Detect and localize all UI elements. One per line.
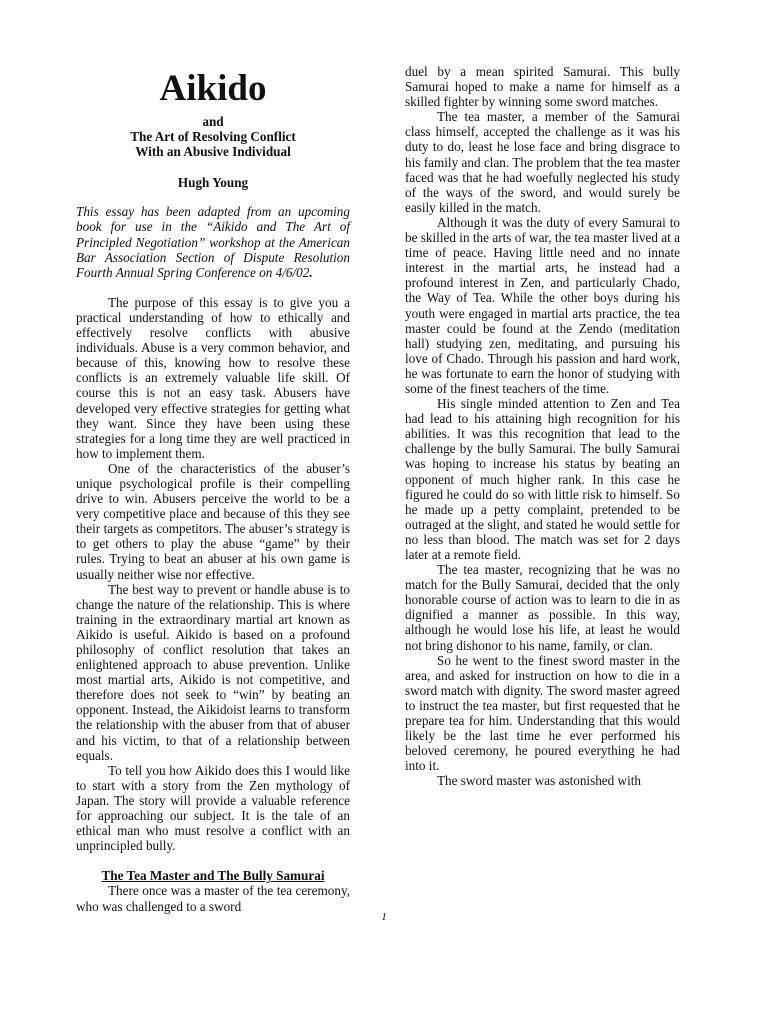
subtitle-line-2: With an Abusive Individual bbox=[135, 144, 291, 160]
document-title: Aikido bbox=[159, 68, 267, 109]
abstract-text: This essay has been adapted from an upcoming book for use in the “Aikido and The Art of Principled Negotiation” workshop at the American Bar Association Section of Dispute Resolution Fourth Annual Spring Conference on 4/6/02 bbox=[76, 204, 350, 280]
story-continuation: duel by a mean spirited Samurai. This bully Samurai hoped to make a name for himself as a skilled fighter by winning some sword matches. bbox=[405, 64, 680, 110]
section-heading: The Tea Master and The Bully Samurai bbox=[101, 868, 325, 884]
story-paragraph-3: Although it was the duty of every Samurai to be skilled in the arts of war, the tea master lived at a time of peace. Having little need and no innate interest in the martial arts, he instead had a profound interest in Zen, and particularly Chado, the Way of Tea. While the other boys during his youth were engaged in martial arts practice, the tea master could be found at the Zendo (meditation hall) studying zen, meditating, and pursuing his love of Chado. Through his passion and hard work, he was fortunate to earn the honor of studying with some of the finest teachers of the time. bbox=[405, 214, 680, 396]
author-name: Hugh Young bbox=[177, 175, 249, 191]
story-paragraph-2: The tea master, a member of the Samurai class himself, accepted the challenge as it was his duty to do, least he lose face and bring disgrace to his family and clan. The problem that the tea master faced was that he had woefully neglected his study of the ways of the sword, and would surely be easily killed in the match. bbox=[405, 109, 680, 215]
intro-paragraph-3: The best way to prevent or handle abuse is to change the nature of the relationship. This is where training in the extraordinary martial art known as Aikido is useful. Aikido is based on a profound philosophy of conflict resolution that takes an enlightened approach to abuse prevention. Unlike most martial arts, Aikido is not competitive, and therefore does not seek to “win” by beating an opponent. Instead, the Aikidoist learns to transform the relationship with the abuser from that of abuser and his victim, to that of a relationship between equals. bbox=[76, 581, 350, 763]
right-column bbox=[405, 64, 680, 789]
story-paragraph-5: The tea master, recognizing that he was no match for the Bully Samurai, decided that the only honorable course of action was to learn to die in as dignified a manner as possible. In this way, although he would lose his life, at least he would not bring dishonor to his name, family, or clan. bbox=[405, 562, 680, 653]
story-paragraph-start: There once was a master of the tea ceremony, who was challenged to a sword bbox=[76, 883, 350, 914]
subtitle-and: and bbox=[202, 114, 224, 129]
abstract-end: . bbox=[309, 264, 313, 280]
story-paragraph-4: His single minded attention to Zen and Tea had lead to his attaining high recognition for his abilities. It was this recognition that lead to the challenge by the bully Samurai. The bully Samurai was hoping to increase his status by beating an opponent of much higher rank. In this case he figured he could do so with little risk to himself. So he made up a petty complaint, pretended to be outraged at the slight, and stated he would settle for no less than blood. The match was set for 2 days later at a remote field. bbox=[405, 396, 680, 562]
intro-paragraph-2: One of the characteristics of the abuser’s unique psychological profile is their compelling drive to win. Abusers perceive the world to be a very competitive place and because of this they see their targets as competitors. The abuser’s strategy is to get others to play the abuse “game” by their rules. Trying to beat an abuser at his own game is usually neither wise nor effective. bbox=[76, 460, 350, 582]
story-paragraph-7: The sword master was astonished with bbox=[437, 773, 642, 789]
intro-paragraph-1: The purpose of this essay is to give you a practical understanding of how to ethically and effectively resolve conflicts with abusive individuals. Abuse is a very common behavior, and because of this, knowing how to resolve these conflicts is an extremely valuable life skill. Of course this is not an easy task. Abusers have developed very effective strategies for getting what they want. Since they have been using these strategies for a long time they are well practiced in how to implement them. bbox=[76, 294, 350, 461]
abstract bbox=[76, 204, 350, 279]
page-number: 1 bbox=[381, 911, 387, 923]
story-paragraph-6: So he went to the finest sword master in the area, and asked for instruction on how to die in a sword match with dignity. The sword master agreed to instruct the tea master, but first requested that he prepare tea for him. Understanding that this would likely be the last time he ever performed his beloved ceremony, he poured everything he had into it. bbox=[405, 652, 680, 774]
left-column bbox=[76, 64, 350, 914]
subtitle-line-1: The Art of Resolving Conflict bbox=[130, 129, 296, 145]
intro-paragraph-4: To tell you how Aikido does this I would like to start with a story from the Zen mythology of Japan. The story will provide a valuable reference for approaching our subject. It is the tale of an ethical man who must resolve a conflict with an unprincipled bully. bbox=[76, 762, 350, 854]
